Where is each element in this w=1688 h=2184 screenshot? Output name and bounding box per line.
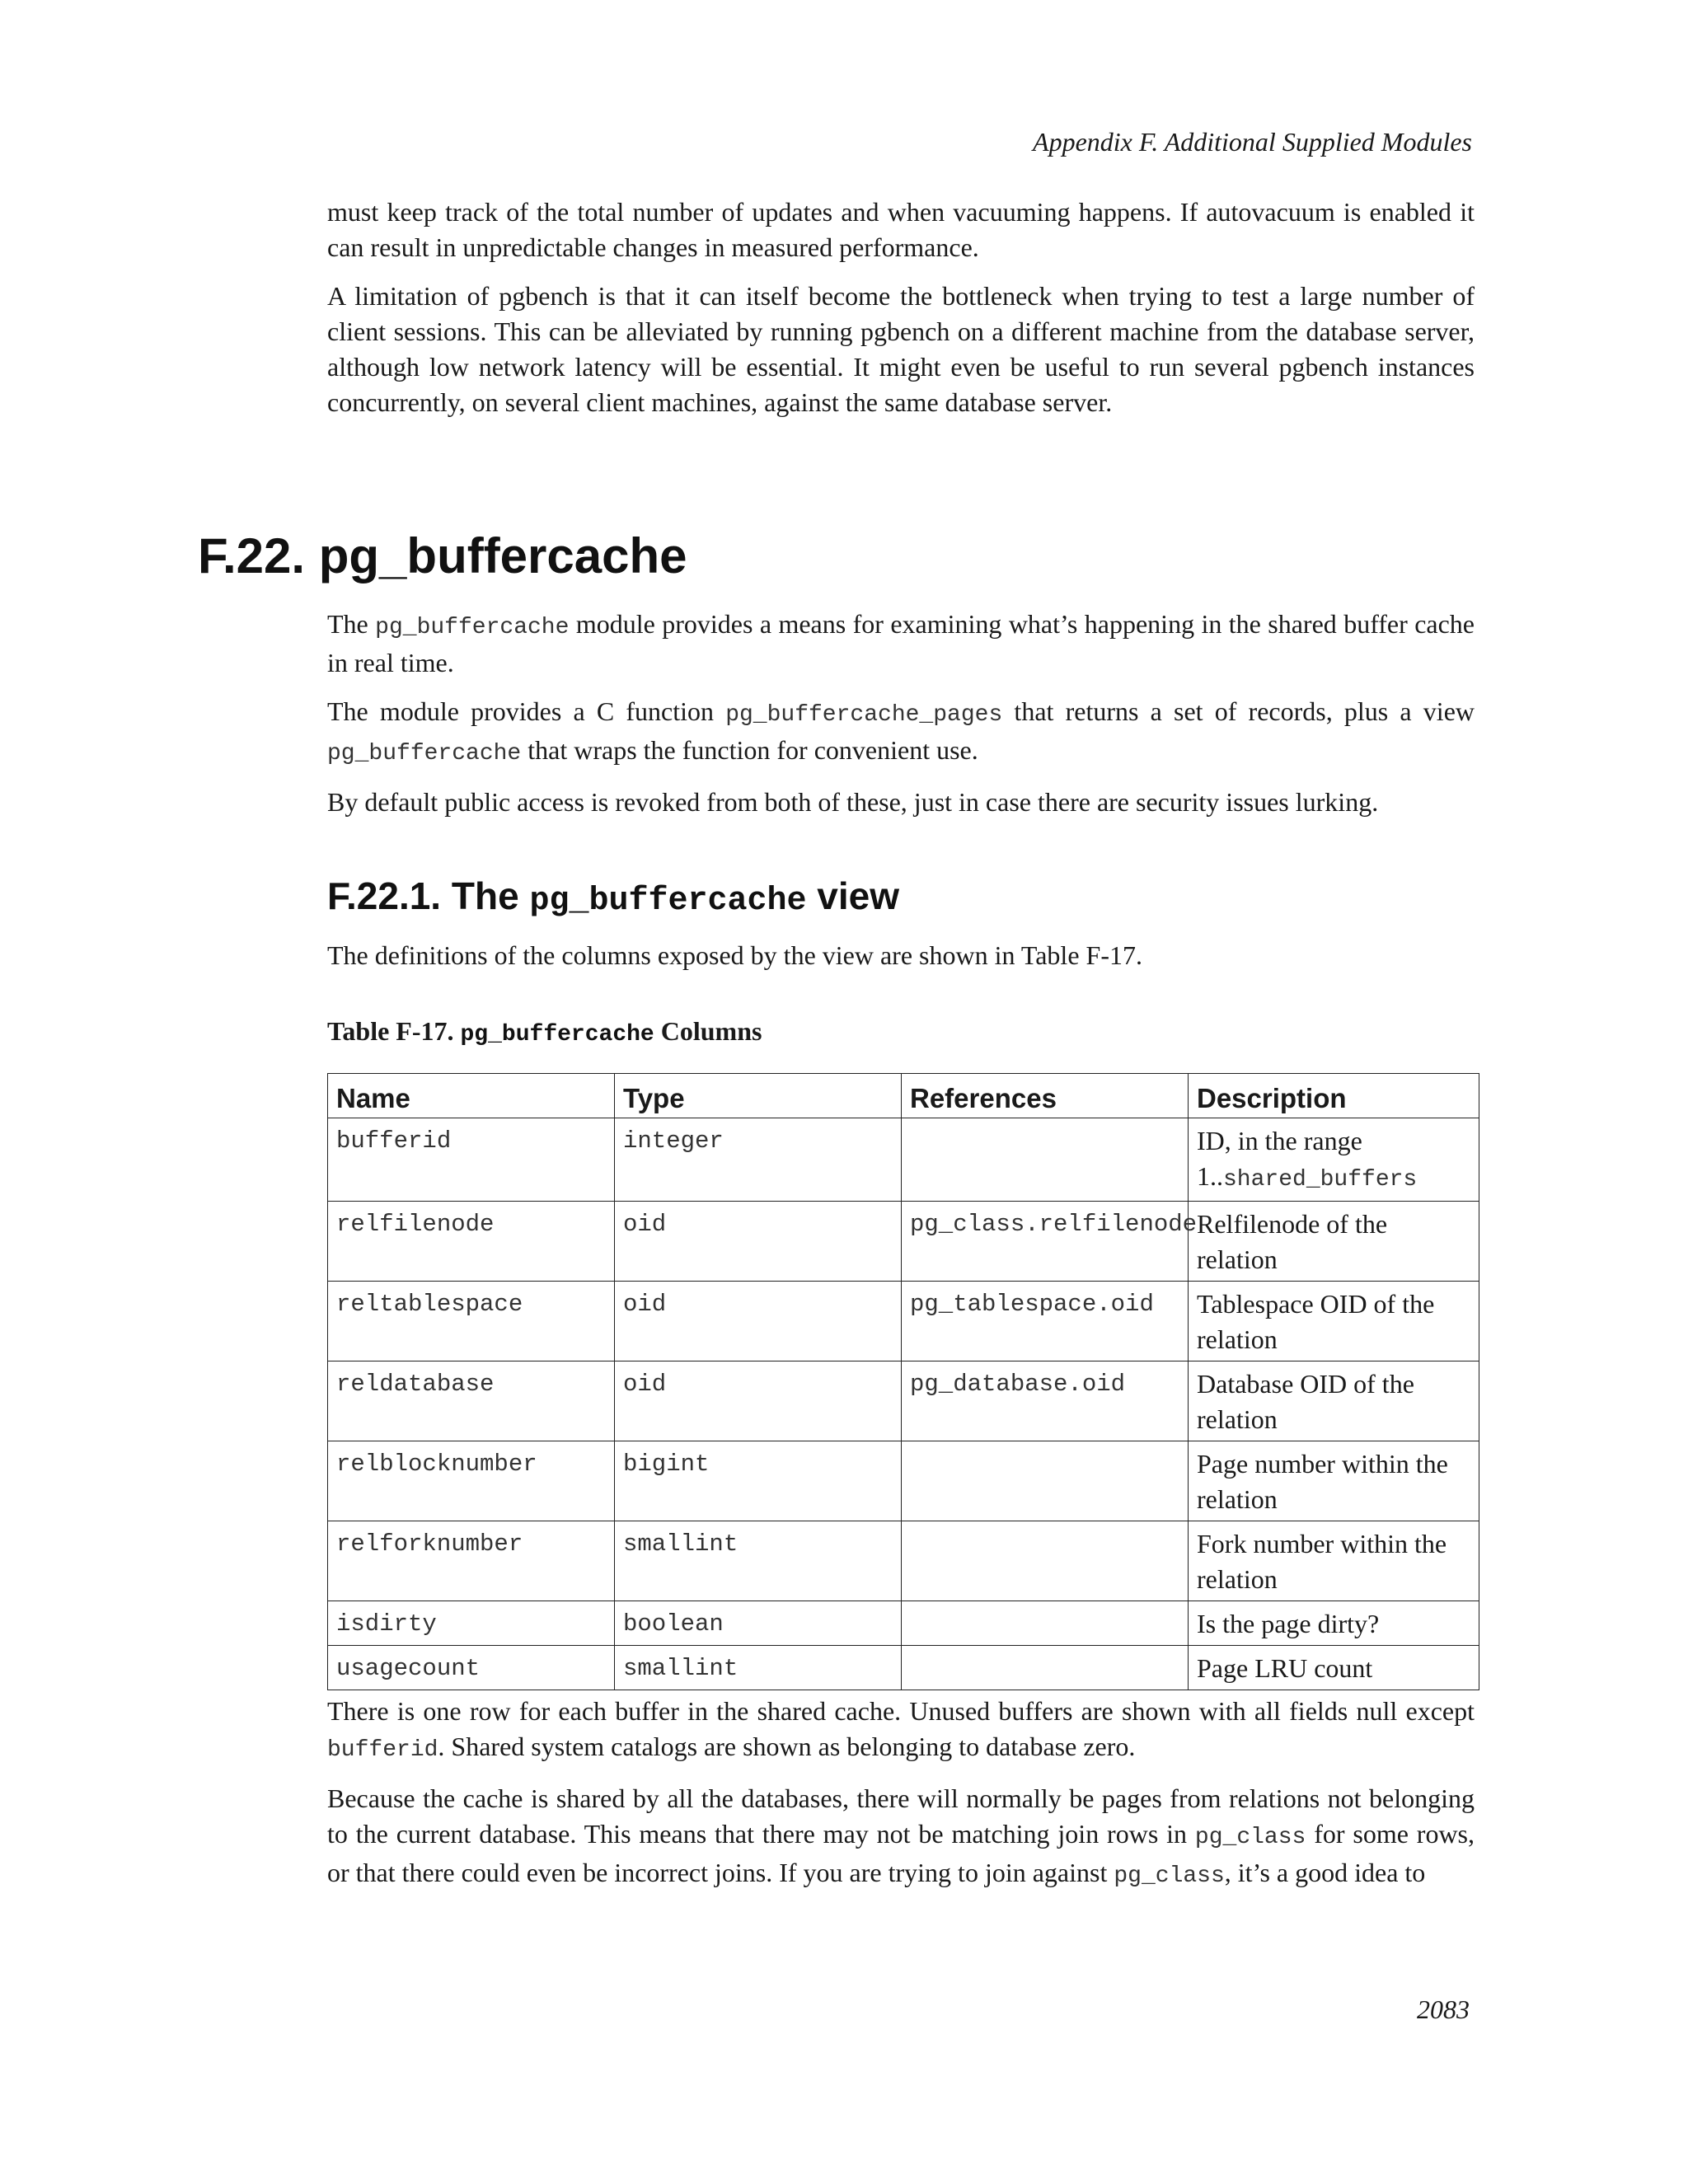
cell-name: bufferid (328, 1118, 615, 1202)
cell-description: ID, in the range 1..shared_buffers (1189, 1118, 1479, 1202)
intro-paragraph-2: A limitation of pgbench is that it can itself become the bottleneck when trying to test a large number of client sessions. This can be alleviated by running pgbench on a different machine from the database server, although low network latency will be essential. It might even be useful to run several pgbench instances concurrently, on several client machines, against the same database server. (327, 281, 1475, 417)
cell-references: pg_database.oid (902, 1361, 1189, 1441)
header-type: Type (615, 1074, 902, 1118)
cell-name: relforknumber (328, 1521, 615, 1601)
cell-references (902, 1601, 1189, 1646)
table-caption: Table F-17. pg_buffercache Columns (327, 1016, 762, 1047)
subsection-title-code: pg_buffercache (529, 883, 807, 920)
cell-type: oid (615, 1202, 902, 1282)
table-row (328, 1118, 1479, 1202)
section-title: F.22. pg_buffercache (198, 528, 687, 583)
table-row (328, 1202, 1479, 1282)
table-row (328, 1282, 1479, 1361)
cell-type: oid (615, 1361, 902, 1441)
table-row (328, 1361, 1479, 1441)
cell-type: boolean (615, 1601, 902, 1646)
section-paragraph-2: The module provides a C function pg_buffercache_pages that returns a set of records, plus a view pg_buffercache that wraps the function for convenient use. (327, 696, 1475, 766)
code-pg-class: pg_class (1194, 1825, 1306, 1850)
cell-description: Fork number within the relation (1189, 1521, 1479, 1601)
cell-type: bigint (615, 1441, 902, 1521)
subsection-title: F.22.1. The pg_buffercache view (327, 874, 900, 920)
page-number: 2083 (1417, 1994, 1470, 2024)
table-caption-code: pg_buffercache (460, 1022, 654, 1047)
cell-name: reltablespace (328, 1282, 615, 1361)
cell-type: smallint (615, 1646, 902, 1690)
header-description: Description (1189, 1074, 1479, 1118)
cell-description: Relfilenode of the relation (1189, 1202, 1479, 1282)
header-name: Name (328, 1074, 615, 1118)
code-pg-buffercache-pages: pg_buffercache_pages (725, 702, 1003, 728)
table-row (328, 1601, 1479, 1646)
cell-type: smallint (615, 1521, 902, 1601)
table-row (328, 1646, 1479, 1690)
subsection-intro (327, 938, 1475, 987)
cell-references (902, 1118, 1189, 1202)
code-pg-class-2: pg_class (1114, 1863, 1225, 1889)
cell-type: integer (615, 1118, 902, 1202)
subsection-paragraph: The definitions of the columns exposed by the view are shown in Table F-17. (327, 940, 1142, 970)
header-references: References (902, 1074, 1189, 1118)
cell-name: isdirty (328, 1601, 615, 1646)
cell-name: usagecount (328, 1646, 615, 1690)
cell-description: Page number within the relation (1189, 1441, 1479, 1521)
cell-references: pg_class.relfilenode (902, 1202, 1189, 1282)
cell-description: Database OID of the relation (1189, 1361, 1479, 1441)
code-pg-buffercache: pg_buffercache (375, 615, 570, 640)
code-bufferid: bufferid (327, 1737, 438, 1763)
section-paragraph-1: The pg_buffercache module provides a means for examining what’s happening in the shared buffer cache in real time. (327, 609, 1475, 677)
intro-paragraph-1: must keep track of the total number of updates and when vacuuming happens. If autovacuum is enabled it can result in unpredictable changes in measured performance. (327, 197, 1475, 262)
section-paragraph-3: By default public access is revoked from both of these, just in case there are security issues lurking. (327, 787, 1379, 817)
after-table-text (327, 1694, 1475, 1907)
cell-type: oid (615, 1282, 902, 1361)
cell-references (902, 1441, 1189, 1521)
table-row (328, 1521, 1479, 1601)
cell-references (902, 1646, 1189, 1690)
cell-description: Tablespace OID of the relation (1189, 1282, 1479, 1361)
cell-description: Is the page dirty? (1189, 1601, 1479, 1646)
cell-description-code: shared_buffers (1223, 1167, 1418, 1193)
code-pg-buffercache-view: pg_buffercache (327, 741, 522, 766)
cell-description: Page LRU count (1189, 1646, 1479, 1690)
table-row (328, 1441, 1479, 1521)
section-intro (327, 607, 1475, 833)
after-table-paragraph-1: There is one row for each buffer in the shared cache. Unused buffers are shown with all fields null except bufferid. Shared system catalogs are shown as belonging to database zero. (327, 1696, 1475, 1763)
cell-references (902, 1521, 1189, 1601)
table-header-row (328, 1074, 1479, 1118)
after-table-paragraph-2: Because the cache is shared by all the databases, there will normally be pages from relations not belonging to the current database. This means that there may not be matching join rows in pg_class for some rows, or that there could even be incorrect joins. If you are trying to join against pg_class, it’s a good idea to (327, 1783, 1475, 1889)
cell-name: relfilenode (328, 1202, 615, 1282)
intro-text (327, 194, 1475, 434)
cell-references: pg_tablespace.oid (902, 1282, 1189, 1361)
cell-name: relblocknumber (328, 1441, 615, 1521)
columns-table (327, 1073, 1479, 1690)
running-header: Appendix F. Additional Supplied Modules (1033, 127, 1472, 157)
cell-name: reldatabase (328, 1361, 615, 1441)
